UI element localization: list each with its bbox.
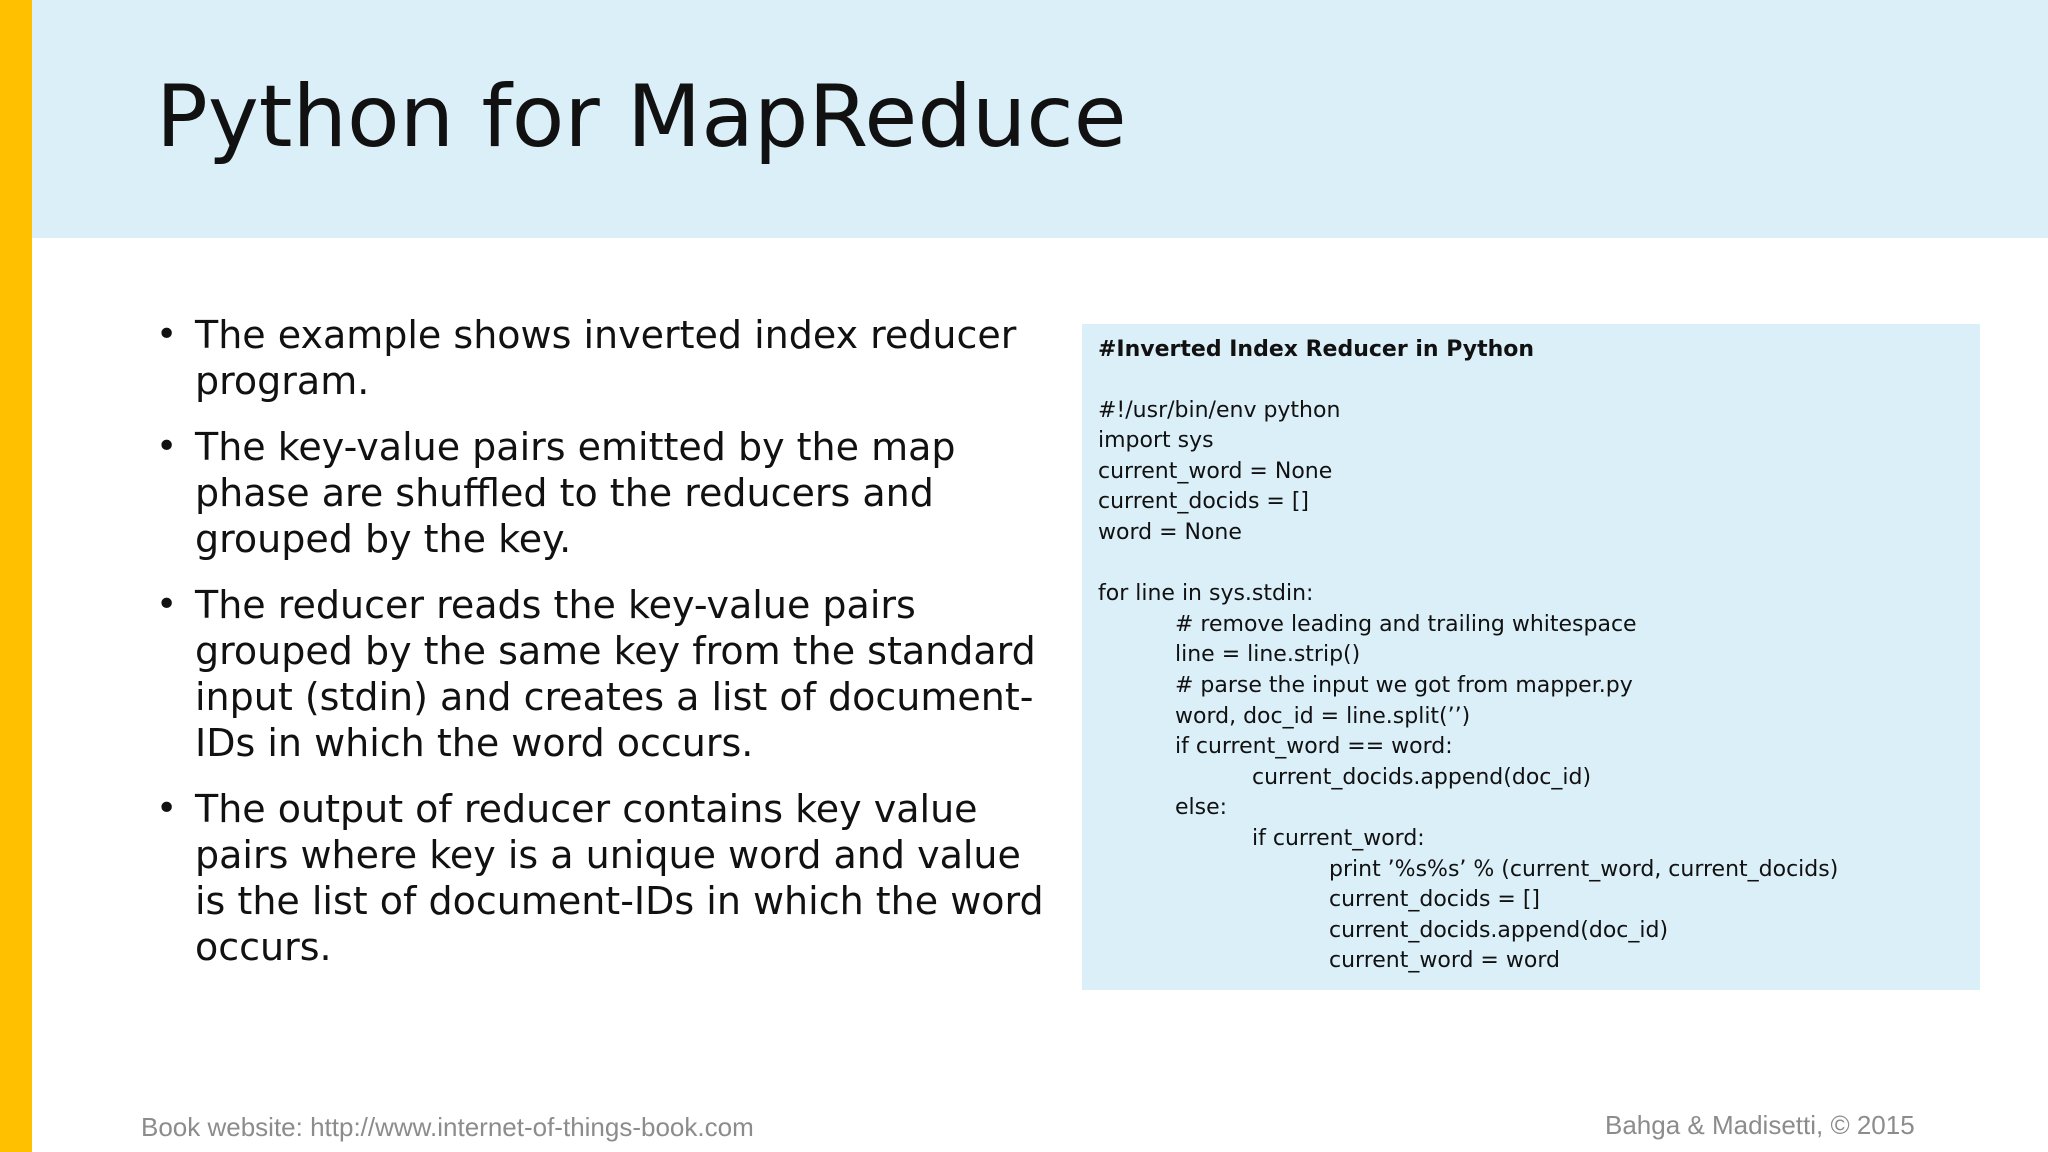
code-line: line = line.strip() (1175, 642, 1361, 668)
code-line: word, doc_id = line.split(’’) (1175, 703, 1471, 729)
code-line (1098, 365, 1964, 396)
code-line: else: (1175, 795, 1228, 821)
code-line: import sys (1098, 428, 1214, 454)
bullet-marker: • (156, 426, 178, 467)
code-line: if current_word == word: (1175, 734, 1453, 760)
code-line: current_docids = [] (1098, 489, 1310, 515)
bullet-text: The key-value pairs emitted by the map phase are shuffled to the reducers and grouped by the key. (195, 425, 956, 561)
bullet-marker: • (156, 788, 178, 829)
code-line: current_docids.append(doc_id) (1329, 917, 1669, 943)
code-line: current_word = None (1098, 458, 1333, 484)
footer-copyright: Bahga & Madisetti, © 2015 (1605, 1110, 1915, 1140)
footer-website: Book website: http://www.internet-of-things-book.com (141, 1112, 754, 1142)
code-line: current_word = word (1329, 948, 1560, 974)
code-line: #!/usr/bin/env python (1098, 397, 1341, 423)
bullet-item (150, 424, 1050, 562)
slide-title: Python for MapReduce (156, 67, 1127, 167)
bullet-item (150, 312, 1050, 404)
code-line (1098, 549, 1964, 580)
bullet-text: The reducer reads the key-value pairs grouped by the same key from the standard input (stdin) and creates a list of document-IDs in which the word occurs. (195, 583, 1036, 765)
accent-stripe (0, 0, 32, 1152)
bullet-marker: • (156, 584, 178, 625)
code-line: # remove leading and trailing whitespace (1175, 611, 1637, 637)
code-title: #Inverted Index Reducer in Python (1098, 337, 1535, 362)
bullet-item (150, 582, 1050, 766)
code-line: current_docids.append(doc_id) (1252, 764, 1592, 790)
code-line: word = None (1098, 519, 1242, 545)
bullet-text: The output of reducer contains key value pairs where key is a unique word and value is the list of document-IDs in which the word occurs. (195, 787, 1044, 969)
bullet-text: The example shows inverted index reducer program. (195, 313, 1017, 403)
bullet-marker: • (156, 314, 178, 355)
code-line: current_docids = [] (1329, 887, 1541, 913)
code-line: # parse the input we got from mapper.py (1175, 672, 1633, 698)
bullet-item (150, 786, 1050, 970)
code-line: if current_word: (1252, 825, 1425, 851)
bullet-list (150, 312, 1050, 990)
code-line: for line in sys.stdin: (1098, 581, 1314, 607)
code-panel (1082, 324, 1980, 990)
code-line: print ’%s%s’ % (current_word, current_docids) (1329, 856, 1839, 882)
